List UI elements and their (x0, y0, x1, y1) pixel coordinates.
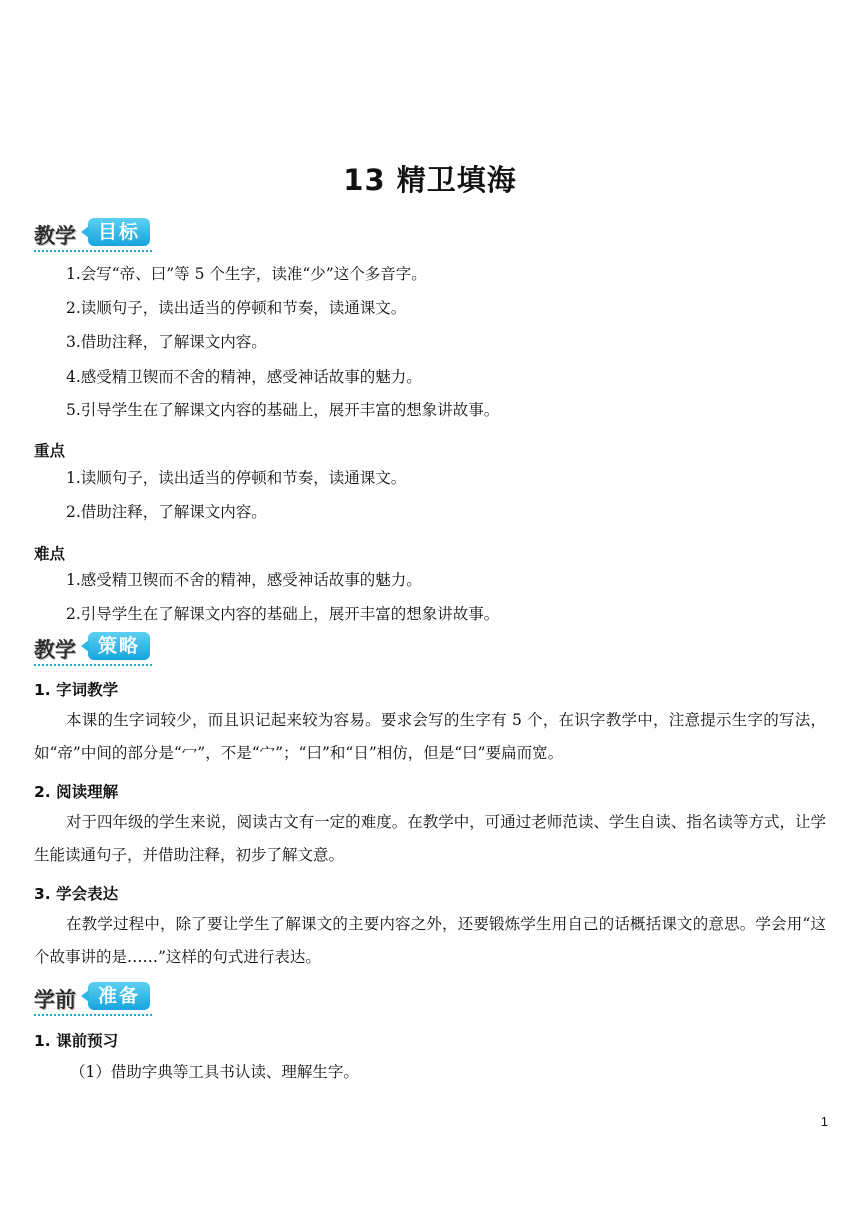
goal-item: 2.读顺句子，读出适当的停顿和节奏，读通课文。 (66, 299, 407, 317)
strategy-heading: 3. 学会表达 (34, 885, 119, 903)
goal-item: 1.会写“帝、曰”等 5 个生字，读准“少”这个多音字。 (66, 265, 427, 283)
difficult-item: 2.引导学生在了解课文内容的基础上，展开丰富的想象讲故事。 (66, 605, 500, 623)
difficult-item: 1.感受精卫锲而不舍的精神，感受神话故事的魅力。 (66, 571, 422, 589)
key-item: 1.读顺句子，读出适当的停顿和节奏，读通课文。 (66, 469, 407, 487)
strategy-paragraph: 对于四年级的学生来说，阅读古文有一定的难度。在教学中，可通过老师范读、学生自读、指名读等方式，让学生能读通句子，并借助注释，初步了解文意。 (34, 813, 826, 864)
goal-item: 3.借助注释，了解课文内容。 (66, 333, 267, 351)
prep-heading: 1. 课前预习 (34, 1032, 119, 1050)
page-number: 1 (820, 1114, 828, 1129)
page-title: 13 精卫填海 (343, 163, 517, 197)
strategy-paragraph: 在教学过程中，除了要让学生了解课文的主要内容之外，还要锻炼学生用自己的话概括课文的意思。学会用“这个故事讲的是……”这样的句式进行表达。 (34, 915, 826, 966)
strategy-heading: 1. 字词教学 (34, 681, 119, 699)
badge-blue-text: 策略 (88, 632, 150, 660)
section-badge-strategy (34, 632, 152, 666)
goal-item: 4.感受精卫锲而不舍的精神，感受神话故事的魅力。 (66, 368, 422, 386)
key-item: 2.借助注释，了解课文内容。 (66, 503, 267, 521)
strategy-paragraph: 本课的生字词较少，而且识记起来较为容易。要求会写的生字有 5 个，在识字教学中，注意提示生字的写法，如“帝”中间的部分是“冖”，不是“宀”；“曰”和“日”相仿，但是“曰”要扁而宽。 (34, 711, 826, 762)
badge-blue-text: 准备 (88, 982, 150, 1010)
badge-underline (34, 250, 152, 252)
goal-item: 5.引导学生在了解课文内容的基础上，展开丰富的想象讲故事。 (66, 401, 500, 419)
badge-dark-text: 学前 (34, 988, 76, 1012)
section-badge-prep (34, 982, 152, 1016)
strategy-heading: 2. 阅读理解 (34, 783, 119, 801)
prep-item: （1）借助字典等工具书认读、理解生字。 (70, 1063, 359, 1081)
section-badge-goals (34, 218, 152, 252)
badge-underline (34, 1014, 152, 1016)
badge-underline (34, 664, 152, 666)
key-heading: 重点 (34, 442, 66, 460)
badge-blue-text: 目标 (88, 218, 150, 246)
badge-dark-text: 教学 (34, 224, 76, 248)
difficult-heading: 难点 (34, 545, 66, 563)
badge-dark-text: 教学 (34, 638, 76, 662)
